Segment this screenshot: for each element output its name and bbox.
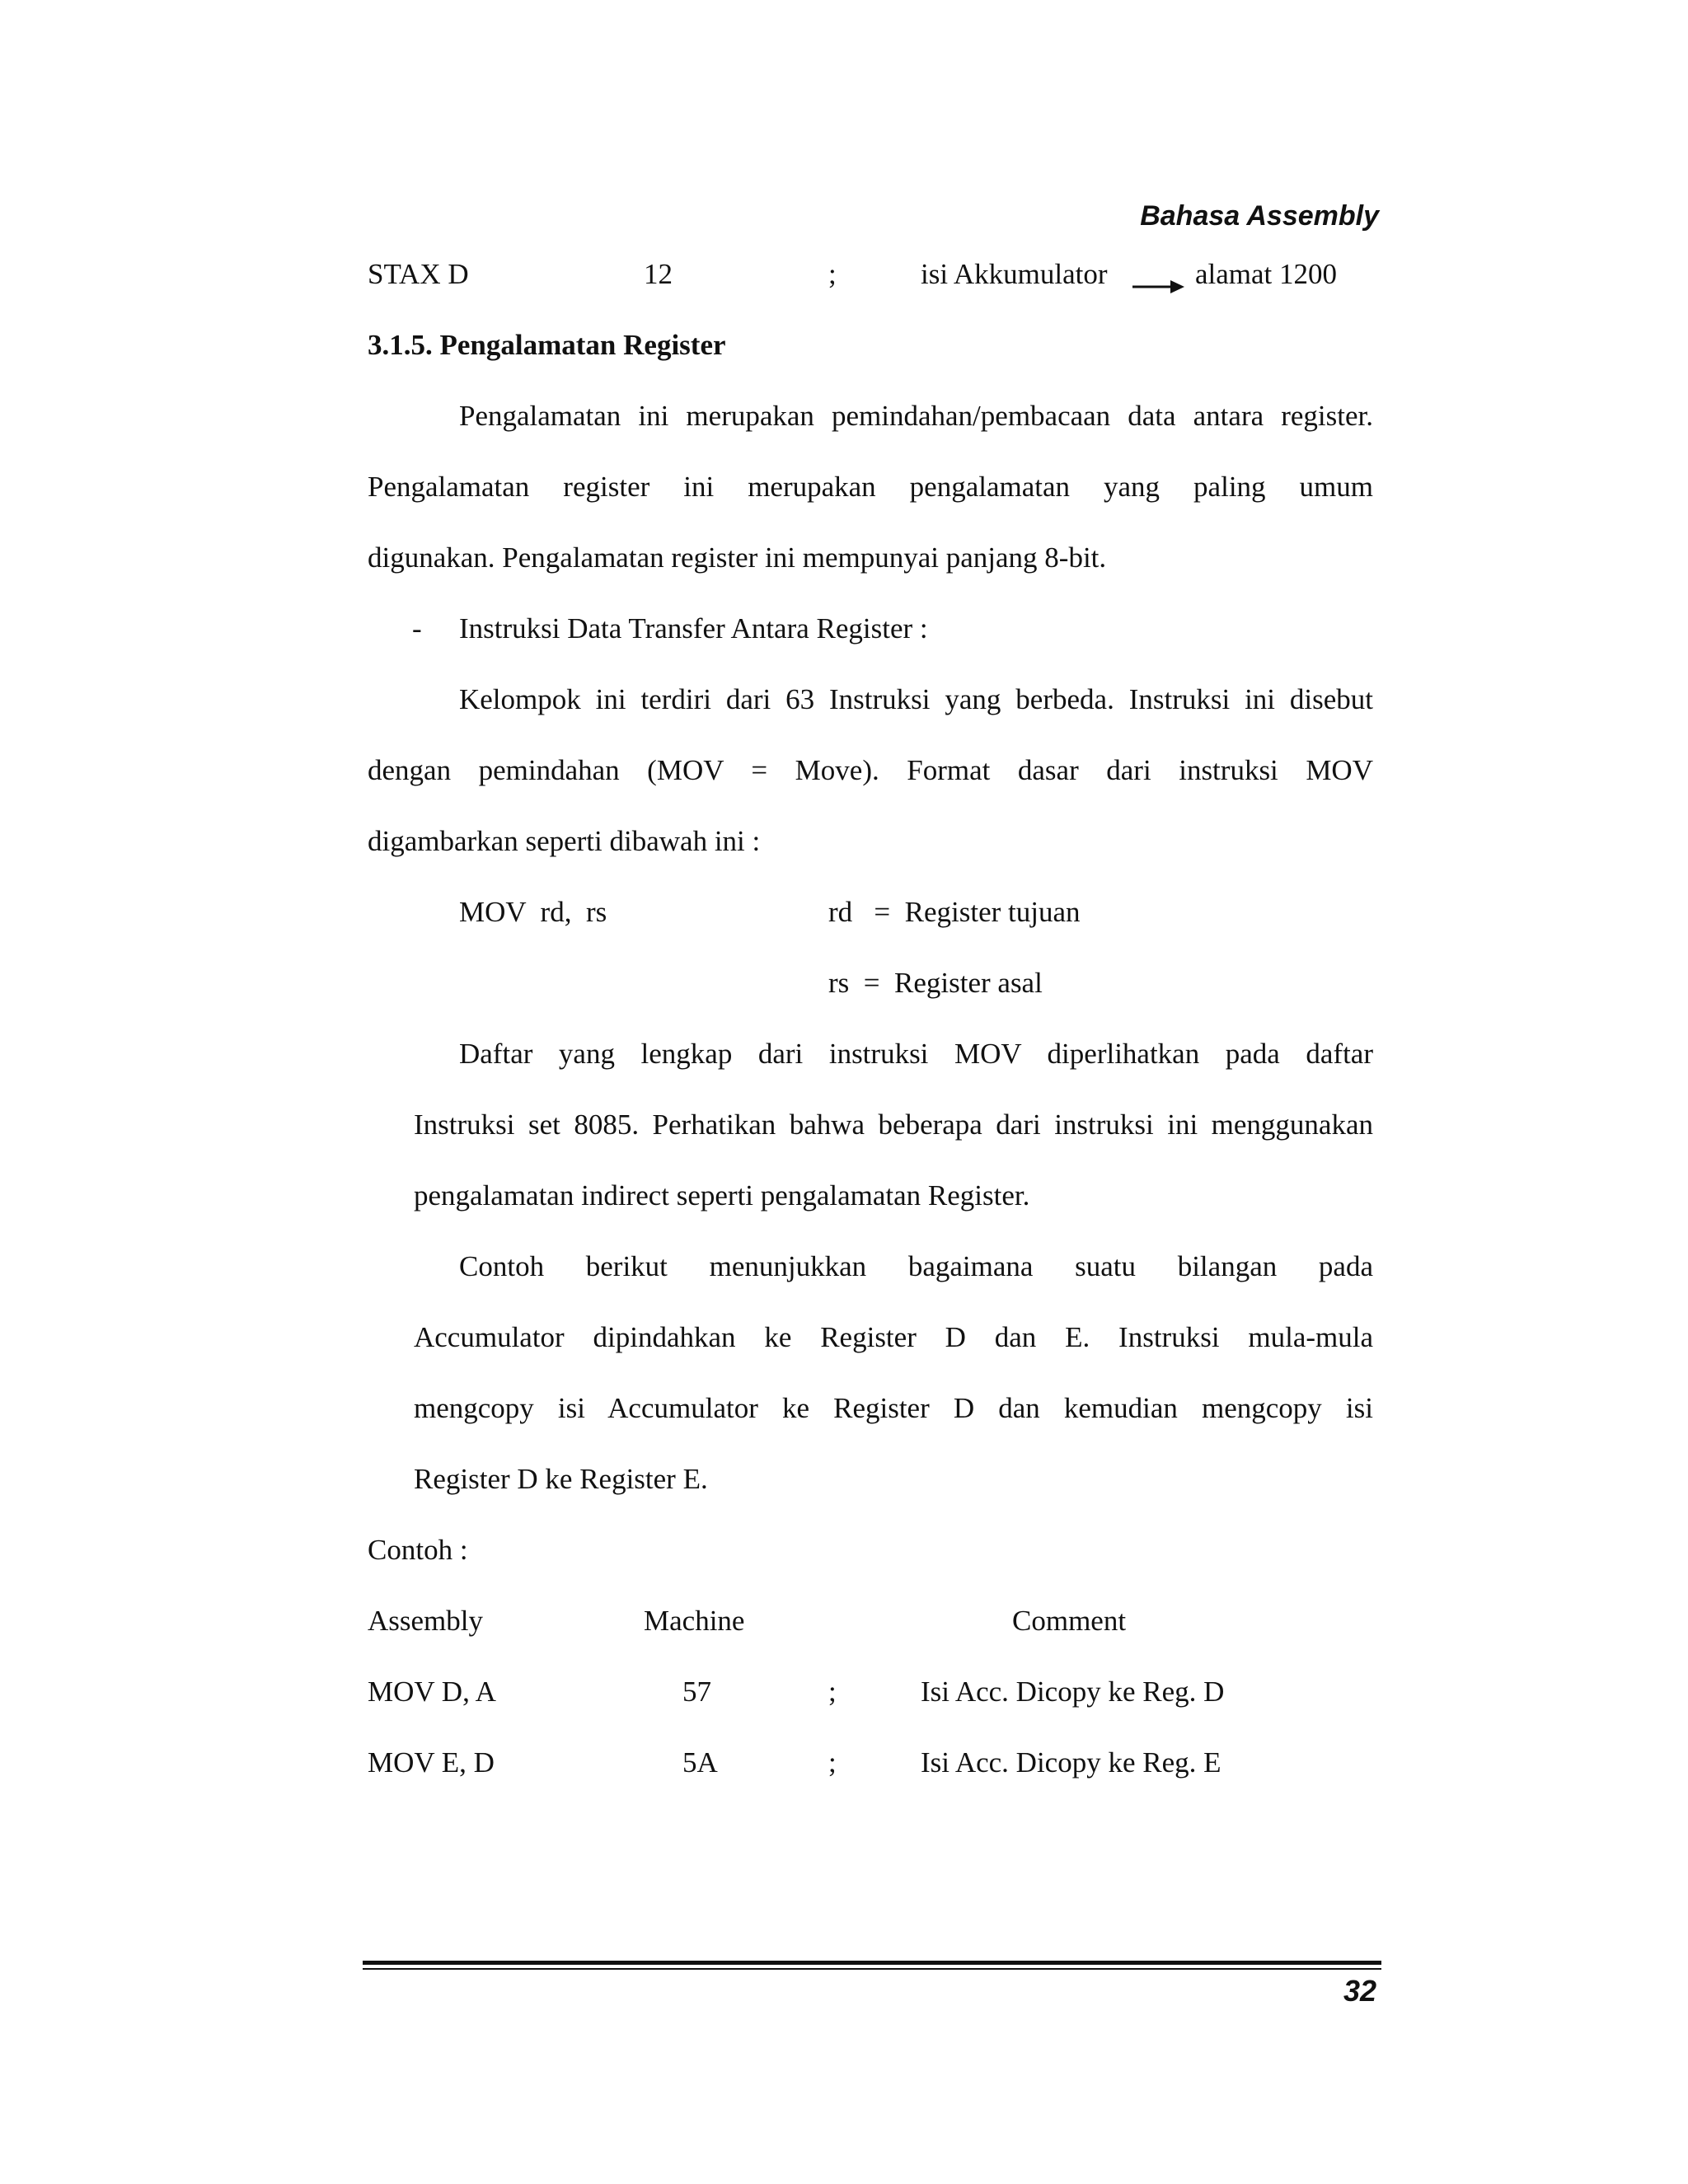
paragraph-4-line-3: mengcopy isi Accumulator ke Register D dan kemudian mengcopy isi [414, 1392, 1373, 1424]
format-rd-definition: rd = Register tujuan [828, 896, 1081, 928]
paragraph-2-line-1: Kelompok ini terdiri dari 63 Instruksi yang berbeda. Instruksi ini disebut [459, 683, 1373, 715]
paragraph-1-line-1: Pengalamatan ini merupakan pemindahan/pembacaan data antara register. [459, 400, 1373, 432]
row-1-machine: 57 [682, 1675, 711, 1708]
paragraph-1-line-3: digunakan. Pengalamatan register ini mempunyai panjang 8-bit. [368, 541, 1107, 574]
paragraph-4-line-2: Accumulator dipindahkan ke Register D dan E. Instruksi mula-mula [414, 1321, 1373, 1353]
paragraph-2-line-3: digambarkan seperti dibawah ini : [368, 825, 761, 857]
format-rs-definition: rs = Register asal [828, 967, 1043, 999]
stax-comment-right: alamat 1200 [1195, 258, 1338, 290]
bullet-text: Instruksi Data Transfer Antara Register : [459, 612, 928, 644]
example-label: Contoh : [368, 1534, 468, 1566]
right-arrow-icon [1132, 277, 1185, 293]
paragraph-3-line-2: Instruksi set 8085. Perhatikan bahwa beberapa dari instruksi ini menggunakan [414, 1108, 1373, 1141]
paragraph-2-line-2: dengan pemindahan (MOV = Move). Format dasar dari instruksi MOV [368, 754, 1373, 786]
stax-separator: ; [828, 258, 837, 290]
paragraph-1-line-2: Pengalamatan register ini merupakan pengalamatan yang paling umum [368, 471, 1373, 503]
row-1-separator: ; [828, 1675, 837, 1708]
footer-rule-thick [363, 1961, 1381, 1965]
stax-comment-left: isi Akkumulator [921, 258, 1108, 290]
paragraph-4-line-4: Register D ke Register E. [414, 1463, 708, 1495]
row-2-machine: 5A [682, 1746, 718, 1779]
stax-mnemonic: STAX D [368, 258, 469, 290]
row-2-assembly: MOV E, D [368, 1746, 495, 1779]
format-instruction: MOV rd, rs [459, 896, 607, 928]
paragraph-3-line-1: Daftar yang lengkap dari instruksi MOV diperlihatkan pada daftar [459, 1038, 1373, 1070]
row-1-comment: Isi Acc. Dicopy ke Reg. D [921, 1675, 1225, 1708]
stax-machine-code: 12 [644, 258, 673, 290]
paragraph-4-line-1: Contoh berikut menunjukkan bagaimana suatu bilangan pada [459, 1250, 1373, 1282]
header-machine: Machine [644, 1605, 745, 1637]
section-heading: 3.1.5. Pengalamatan Register [368, 329, 726, 361]
footer-rule-thin [363, 1968, 1381, 1970]
row-2-separator: ; [828, 1746, 837, 1779]
row-2-comment: Isi Acc. Dicopy ke Reg. E [921, 1746, 1221, 1779]
bullet-marker: - [412, 612, 422, 644]
header-assembly: Assembly [368, 1605, 483, 1637]
row-1-assembly: MOV D, A [368, 1675, 496, 1708]
header-comment: Comment [1012, 1605, 1127, 1637]
running-header: Bahasa Assembly [1140, 200, 1379, 232]
page-number: 32 [1343, 1974, 1376, 2008]
paragraph-3-line-3: pengalamatan indirect seperti pengalamatan Register. [414, 1179, 1030, 1212]
